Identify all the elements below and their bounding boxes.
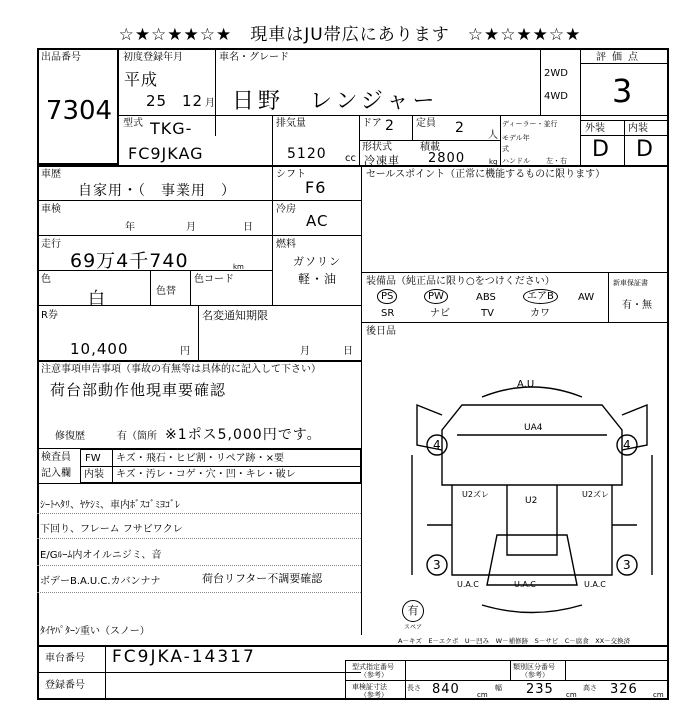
sales-label: セールスポイント（正常に機能するものに限ります） <box>366 169 606 180</box>
width-unit: cm <box>566 691 577 699</box>
diagram-c4-left: 4 <box>433 438 441 452</box>
class-no-sub: （参考） <box>521 671 549 679</box>
shape-value: 冷凍車 <box>364 154 400 167</box>
spare-circle <box>402 600 424 622</box>
check-fw-items: キズ・飛石・ヒビ割・リペア跡・×要 <box>116 453 284 464</box>
mileage-label: 走行 <box>41 239 61 250</box>
handle-value: 左・右 <box>546 157 567 165</box>
dealer-label: ディーラー・並行 <box>502 120 558 128</box>
repair-value: 有（箇所 <box>117 431 157 442</box>
check-label-1: 検査員 <box>41 452 71 463</box>
warranty-label: 新車保証書 <box>613 279 648 287</box>
diagram-c4-right: 4 <box>623 438 631 452</box>
remark-2: 下回り、フレーム フサビワクレ <box>40 524 183 535</box>
remark-1: ｼｰﾄﾍﾀﾘ、ﾔｹｼﾐ、車内ﾎﾞｽｺﾞﾐﾖｺﾞﾚ <box>40 500 180 511</box>
first-reg-month: 12 <box>182 92 204 110</box>
wd4-label: 4WD <box>544 91 568 102</box>
diagram-note: 荷台リフター不調要確認 <box>202 572 323 585</box>
header-banner: ☆★☆★★☆★ 現車はJU帯広にあります ☆★☆★★☆★ <box>118 25 582 45</box>
first-reg-era: 平成 <box>124 70 159 89</box>
repair-text: ※1ポス5,000円です。 <box>165 427 322 443</box>
check-int-items: キズ・汚レ・コゲ・穴・凹・キレ・破レ <box>116 469 296 480</box>
color-change-label: 色替 <box>156 286 176 297</box>
equip-sr: SR <box>381 308 395 319</box>
check-label-2: 記入欄 <box>41 468 71 479</box>
shape-label: 形状式 <box>362 142 392 153</box>
diagram-ua4: UA4 <box>524 423 543 433</box>
remark-5: ﾀｲﾔﾊﾟﾀｰﾝ重い（スノー） <box>40 626 150 637</box>
chassis-label: 車台番号 <box>45 653 85 664</box>
diagram-uac-right: U.A.C <box>584 580 606 589</box>
spec-no-sub: （参考） <box>360 671 388 679</box>
first-reg-label: 初度登録年月 <box>123 52 183 63</box>
rear-seat-label: 後日品 <box>366 326 396 337</box>
class-no-label: 類別区分番号 <box>513 663 555 671</box>
repair-label: 修復歴 <box>55 431 85 442</box>
notes-line1: 荷台部動作他現車要確認 <box>50 381 227 399</box>
diagram-uac-left: U.A.C <box>457 580 479 589</box>
car-name-label: 車名・グレード <box>219 52 289 63</box>
mileage-unit: km <box>233 263 244 271</box>
load-value: 2800 <box>428 151 466 166</box>
chassis-value: FC9JKA-14317 <box>112 647 256 667</box>
remark-4: ボデーB.A.U.C.カバンナナ <box>40 576 161 587</box>
length-label: 長さ <box>407 684 421 692</box>
equipment-label: 装備品（純正品に限り○をつけください） <box>366 276 555 287</box>
model-value-2: FC9JKAG <box>128 144 204 163</box>
model-year-label: モデル年式 <box>502 134 530 153</box>
inspection-label: 車検 <box>41 204 61 215</box>
fuel-value-2: 軽・油 <box>298 272 338 286</box>
spare-value: 有 <box>407 604 419 617</box>
name-change-month: 月 <box>300 346 310 357</box>
ac-value: AC <box>306 212 329 230</box>
reg-no-label: 登録番号 <box>45 680 85 691</box>
equip-airbag: エアB <box>523 289 558 304</box>
model-label: 型式 <box>123 118 143 129</box>
load-unit: kg <box>489 158 498 166</box>
diagram-top: A.U <box>517 379 535 390</box>
equip-ps: PS <box>377 289 397 304</box>
equip-navi: ナビ <box>430 308 450 319</box>
shift-value: F6 <box>305 178 327 197</box>
fuel-label: 燃料 <box>276 239 296 250</box>
vehicle-diagram <box>362 375 668 630</box>
doors-value: 2 <box>385 118 395 134</box>
equip-tv: TV <box>481 308 494 319</box>
diagram-uac-center: U.A.C <box>514 580 536 589</box>
shift-label: シフト <box>276 169 306 180</box>
model-value-1: TKG- <box>150 119 193 138</box>
handle-label: ハンドル <box>502 157 530 165</box>
remark-3: E/Gﾙｰﾑ内オイルニジミ、音 <box>40 550 162 561</box>
equip-aw: AW <box>578 292 595 303</box>
lot-label: 出品番号 <box>41 52 81 63</box>
height-unit: cm <box>653 691 664 699</box>
first-reg-month-unit: 月 <box>205 98 215 109</box>
recycle-value: 10,400 <box>70 340 129 358</box>
legend: A－キズ E－エクボ U－凹み W－補修跡 S－サビ C－腐食 XX－交換済 <box>398 637 631 645</box>
int-value: D <box>636 137 654 162</box>
int-label: 内装 <box>628 123 648 134</box>
check-fw: FW <box>85 453 101 464</box>
color-value: 白 <box>88 289 106 309</box>
check-int: 内装 <box>84 469 104 480</box>
wd2-label: 2WD <box>544 68 568 79</box>
ac-label: 冷房 <box>276 204 296 215</box>
notes-label: 注意事項申告事項（事故の有無等は具体的に記入して下さい） <box>41 364 321 375</box>
dims-sub: （参考） <box>360 691 388 699</box>
color-code-label: 色コード <box>194 274 234 285</box>
ext-value: D <box>592 137 610 162</box>
inspection-day: 日 <box>243 222 253 233</box>
warranty-value: 有・無 <box>622 300 652 311</box>
inspection-month: 月 <box>186 222 196 233</box>
doors-label: ドア <box>362 118 382 129</box>
recycle-label: R券 <box>41 310 58 321</box>
spec-no-label: 型式指定番号 <box>352 663 394 671</box>
capacity-label: 定員 <box>416 118 436 129</box>
diagram-u2z-right: U2ズレ <box>582 490 609 499</box>
name-change-label: 名変通知期限 <box>202 309 268 322</box>
fuel-value-1: ガソリン <box>293 255 341 268</box>
height-value: 326 <box>610 682 638 697</box>
displacement-value: 5120 <box>287 146 327 162</box>
width-value: 235 <box>526 682 554 697</box>
diagram-c3-right: 3 <box>623 558 631 572</box>
spare-label: スペア <box>404 624 423 631</box>
length-unit: cm <box>477 691 488 699</box>
equip-abs: ABS <box>476 292 496 303</box>
displacement-label: 排気量 <box>276 118 306 129</box>
history-label: 車歴 <box>41 169 61 180</box>
height-label: 高さ <box>583 684 597 692</box>
equip-leather: カワ <box>530 308 550 319</box>
diagram-u2: U2 <box>525 496 538 506</box>
rating-label: 評価点 <box>596 52 644 63</box>
dims-label: 車検証寸法 <box>352 683 387 691</box>
rating-value: 3 <box>612 72 634 110</box>
load-label: 積載 <box>420 142 440 153</box>
width-label: 幅 <box>495 684 502 692</box>
car-name: 日野 レンジャー <box>232 89 439 114</box>
first-reg-year: 25 <box>146 92 168 110</box>
length-value: 840 <box>432 682 460 697</box>
inspection-year: 年 <box>125 222 135 233</box>
ext-label: 外装 <box>585 123 605 134</box>
displacement-unit: cc <box>345 153 356 164</box>
recycle-unit: 円 <box>180 346 190 357</box>
color-label: 色 <box>41 274 51 285</box>
capacity-unit: 人 <box>488 130 498 141</box>
mileage-value: 69万4千740 <box>70 250 189 272</box>
diagram-u2z-left: U2ズレ <box>462 490 489 499</box>
lot-number: 7304 <box>45 96 113 126</box>
capacity-value: 2 <box>455 120 465 136</box>
history-value: 自家用・（ 事業用 ） <box>78 183 236 199</box>
name-change-day: 日 <box>343 346 353 357</box>
equip-pw: PW <box>424 289 448 304</box>
diagram-c3-left: 3 <box>433 558 441 572</box>
